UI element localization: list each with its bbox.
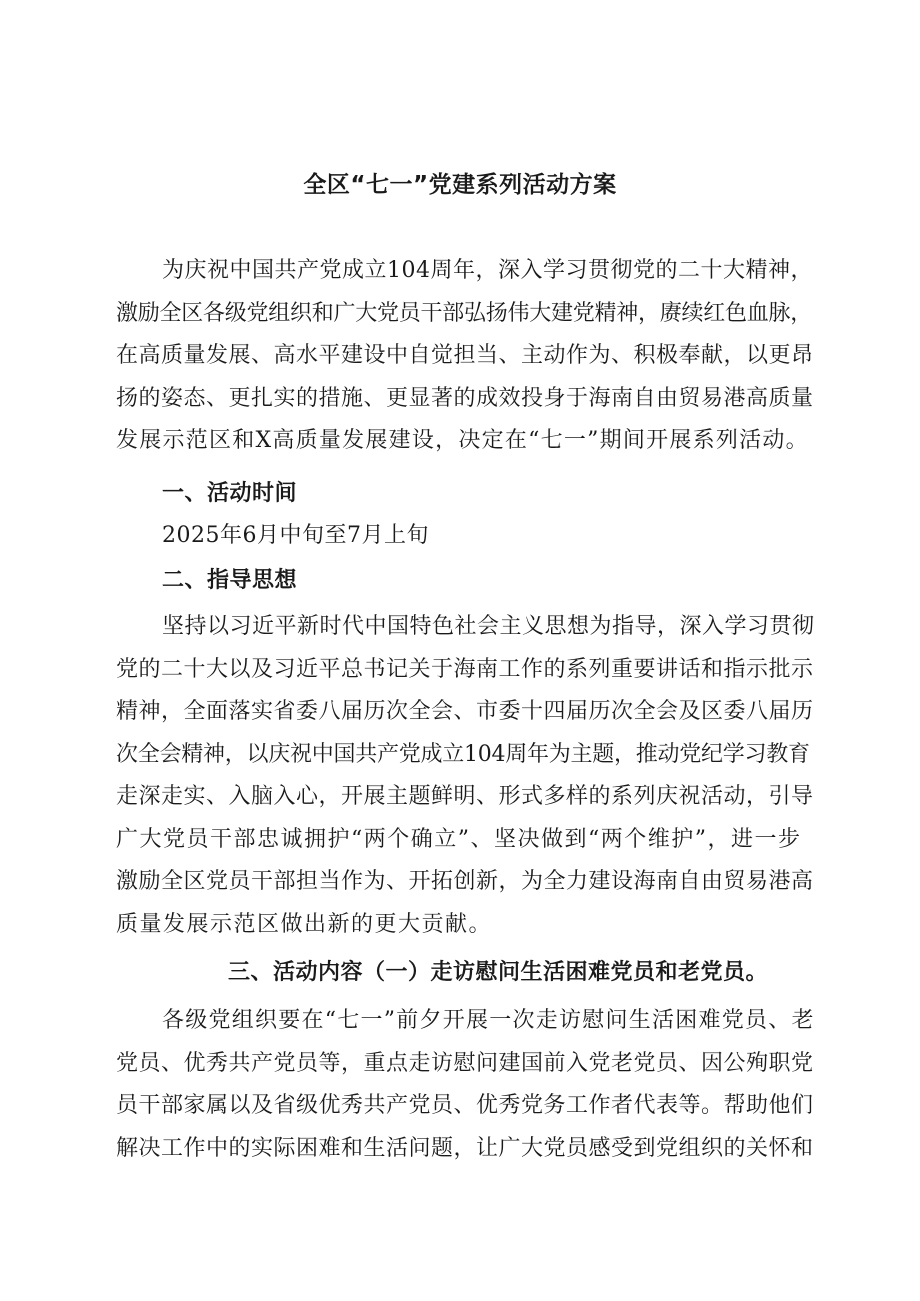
section-3-heading: 三、活动内容（一）走访慰问生活困难党员和老党员。 — [228, 960, 769, 985]
section-3-line: 解决工作中的实际困难和生活问题，让广大党员感受到党组织的关怀和 — [116, 1135, 814, 1161]
intro-paragraph — [116, 250, 816, 463]
intro-line: 发展示范区和X高质量发展建设，决定在“七一”期间开展系列活动。 — [116, 428, 809, 453]
section-2-line: 质量发展示范区做出新的更大贡献。 — [116, 911, 493, 937]
section-2-line: 次全会精神，以庆祝中国共产党成立104周年为主题，推动党纪学习教育 — [116, 741, 810, 767]
section-3-line: 各级党组织要在“七一”前夕开展一次走访慰问生活困难党员、老 — [162, 1008, 815, 1033]
section-1-heading: 一、活动时间 — [162, 481, 298, 506]
section-3-paragraph — [116, 1000, 816, 1170]
section-3-line: 员干部家属以及省级优秀共产党员、优秀党务工作者代表等。帮助他们 — [116, 1093, 814, 1118]
section-2-line: 广大党员干部忠诚拥护“两个确立”、坚决做到“两个维护”，进一步 — [116, 826, 802, 852]
section-2-heading: 二、指导思想 — [162, 568, 298, 593]
section-2-line: 激励全区党员干部担当作为、开拓创新，为全力建设海南自由贸易港高 — [116, 869, 814, 894]
intro-line: 扬的姿态、更扎实的措施、更显著的成效投身于海南自由贸易港高质量 — [116, 385, 814, 411]
section-1-text: 2025年6月中旬至7月上旬 — [162, 523, 429, 548]
section-2-paragraph — [116, 606, 816, 946]
intro-line: 在高质量发展、高水平建设中自觉担当、主动作为、积极奉献，以更昂 — [116, 343, 814, 368]
intro-line: 为庆祝中国共产党成立104周年，深入学习贯彻党的二十大精神， — [162, 258, 813, 283]
intro-line: 激励全区各级党组织和广大党员干部弘扬伟大建党精神，赓续红色血脉， — [116, 300, 813, 326]
section-2-line: 坚持以习近平新时代中国特色社会主义思想为指导，深入学习贯彻 — [162, 614, 815, 639]
section-3-line: 党员、优秀共产党员等，重点走访慰问建国前入党老党员、因公殉职党 — [116, 1050, 814, 1076]
section-2-line: 党的二十大以及习近平总书记关于海南工作的系列重要讲话和指示批示 — [116, 656, 814, 682]
document-title: 全区“七一”党建系列活动方案 — [303, 172, 617, 198]
section-2-line: 精神，全面落实省委八届历次全会、市委十四届历次全会及区委八届历 — [116, 699, 814, 724]
section-2-line: 走深走实、入脑入心，开展主题鲜明、形式多样的系列庆祝活动，引导 — [116, 784, 814, 809]
